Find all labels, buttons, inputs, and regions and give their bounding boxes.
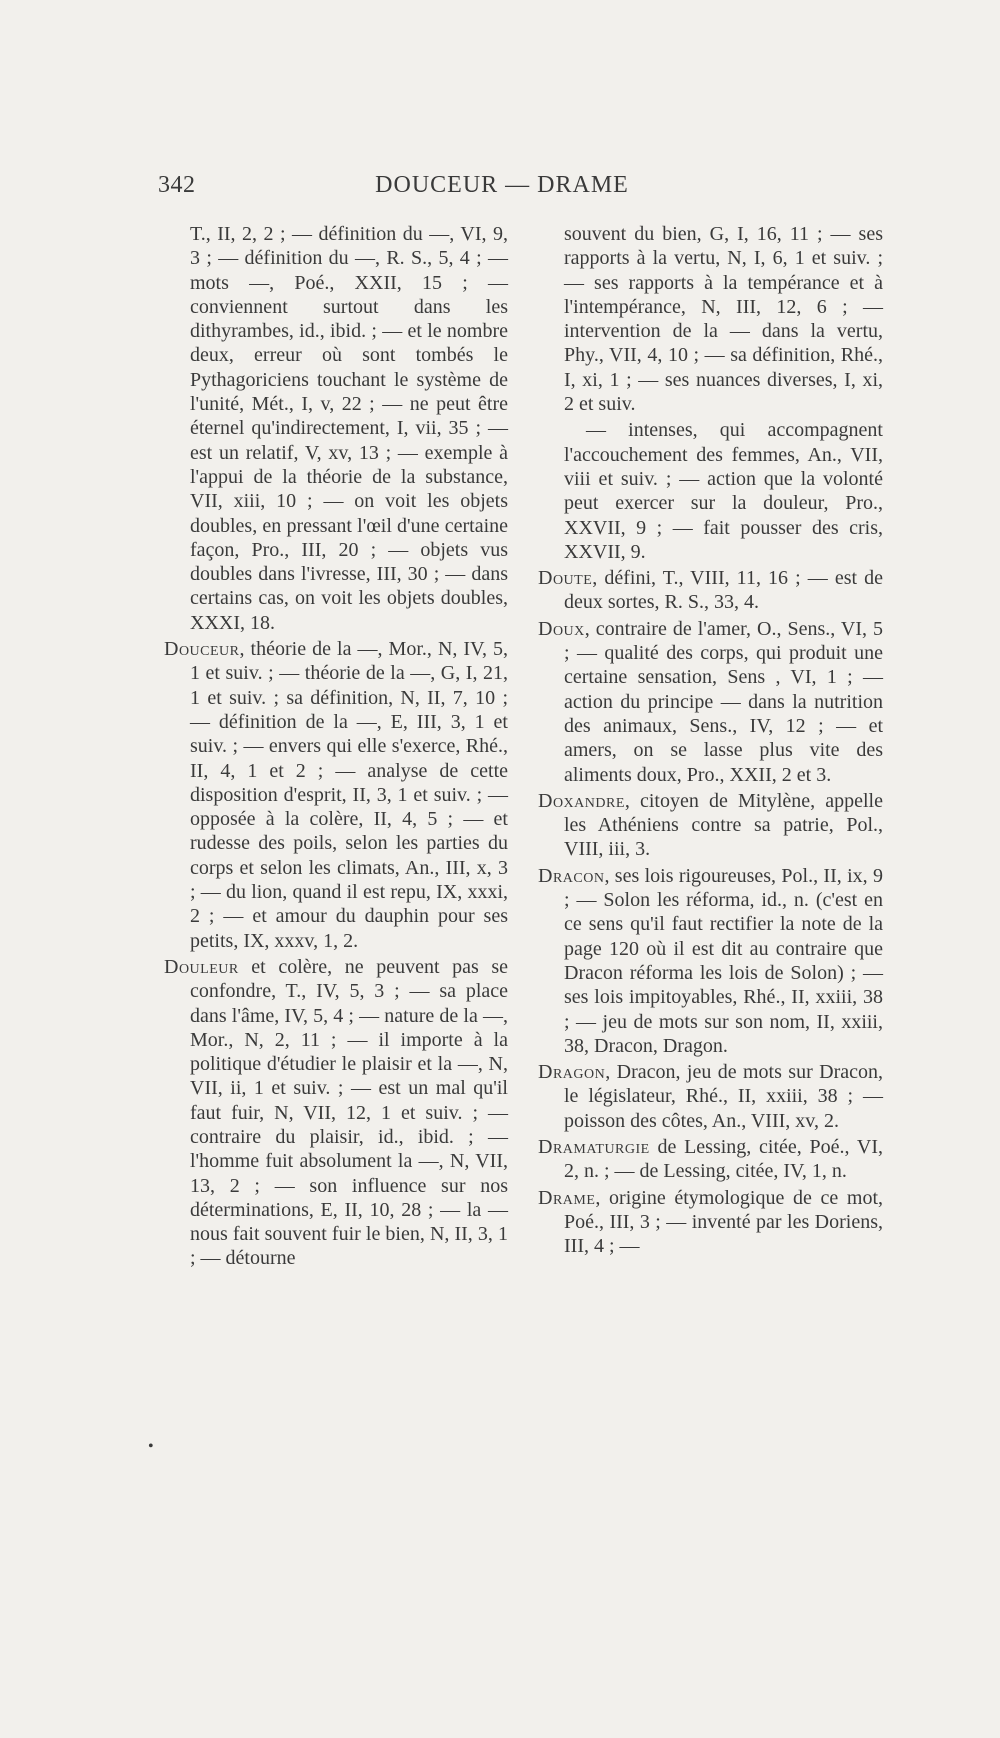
entry-body: , défini, T., VIII, 11, 16 ; — est de deux sortes, R. S., 33, 4. xyxy=(564,567,883,614)
entry-body: , Dracon, jeu de mots sur Dracon, le législateur, Rhé., II, xxiii, 38 ; — poisson des côtes, An., VIII, xv, 2. xyxy=(564,1061,883,1132)
entry-douceur xyxy=(164,637,508,953)
running-title: DOUCEUR — DRAME xyxy=(375,172,629,198)
headword: Douleur xyxy=(164,955,239,978)
headword: Dracon xyxy=(538,864,605,887)
entry-dracon xyxy=(538,864,883,1058)
page-header xyxy=(158,172,846,206)
headword: Drame xyxy=(538,1186,596,1209)
headword: Doux xyxy=(538,617,585,640)
entry-body: , origine étymologique de ce mot, Poé., III, 3 ; — inventé par les Doriens, III, 4 ; — xyxy=(564,1186,883,1258)
entry-subparagraph: — intenses, qui accompagnent l'accouchement des femmes, An., VII, viii et suiv. ; — action que la volonté peut exercer sur la douleur, Pro., XXVII, 9 ; — fait pousser des cris, XXVII, 9. xyxy=(564,419,883,563)
entry-body: , théorie de la —, Mor., N, IV, 5, 1 et suiv. ; — théorie de la —, G, I, 21, 1 et suiv. ; sa définition, N, II, 7, 10 ; — définition de la —, E, III, 3, 1 et suiv. ; — envers qui elle s'exerce, Rhé., II, 4, 1 et 2 ; — analyse de cette disposition d'esprit, II, 3, 1 et suiv. ; — opposée à la colère, II, 4, 5 ; — et rudesse des poils, selon les parties du corps et selon les climats, An., III, x, 3 ; — du lion, quand il est repu, IX, xxxi, 2 ; — et amour du dauphin pour ses petits, IX, xxxv, 1, 2. xyxy=(190,638,508,952)
entry-body: et colère, ne peuvent pas se confondre, T., IV, 5, 3 ; — sa place dans l'âme, IV, 5, 4 ; — nature de la —, Mor., N, 2, 11 ; — il importe à la politique d'étudier le plaisir et la —, N, VII, ii, 1 et suiv. ; — est un mal qu'il faut fuir, N, VII, 12, 1 et suiv. ; — contraire du plaisir, id., ibid. ; — l'homme fuit absolument la —, N, VII, 13, 2 ; — son influence sur nos déterminations, E, II, 10, 28 ; — la — nous fait souvent fuir le bien, N, II, 3, 1 ; — détourne xyxy=(190,955,508,1270)
entry-douleur xyxy=(164,955,508,1271)
entry-body: , citoyen de Mitylène, appelle les Athéniens contre sa patrie, Pol., VIII, iii, 3. xyxy=(564,789,883,861)
headword: Doxandre xyxy=(538,789,625,812)
entry-doxandre xyxy=(538,789,883,862)
entry-continuation: T., II, 2, 2 ; — définition du —, VI, 9, 3 ; — définition du —, R. S., 5, 4 ; — mots —, Poé., XXII, 15 ; — conviennent surtout dans les dithyrambes, id., ibid. ; — et le nombre deux, erreur où sont tombés le Pythagoriciens touchant le système de l'unité, Mét., I, v, 22 ; — ne peut être éternel qu'indirectement, I, vii, 35 ; — est un relatif, V, xv, 13 ; — exemple à l'appui de la théorie de la substance, VII, xiii, 10 ; — on voit les objets doubles, en pressant l'œil d'une certaine façon, Pro., III, 20 ; — objets vus doubles dans l'ivresse, III, 30 ; — dans certains cas, on voit les objets doubles, XXXI, 18. xyxy=(190,223,508,634)
page-number: 342 xyxy=(158,172,196,198)
left-column xyxy=(164,222,508,1273)
entry-doute xyxy=(538,566,883,615)
headword: Dragon xyxy=(538,1061,606,1084)
right-column xyxy=(538,222,883,1260)
entry-continuation: souvent du bien, G, I, 16, 11 ; — ses rapports à la vertu, N, I, 6, 1 et suiv. ; — ses rapports à la tempérance et à l'intempérance, N, III, 12, 6 ; — intervention de la — dans la vertu, Phy., VII, 4, 10 ; — sa définition, Rhé., I, xi, 1 ; — ses nuances diverses, I, xi, 2 et suiv. xyxy=(564,223,883,416)
entry-drame xyxy=(538,1186,883,1259)
entry-body: , ses lois rigoureuses, Pol., II, ix, 9 ; — Solon les réforma, id., n. (c'est en ce sens qu'il faut rectifier la note de la page 120 où il est dit au contraire que Dracon réforma les lois de Solon) ; — ses lois impitoyables, Rhé., II, xxiii, 38 ; — jeu de mots sur son nom, II, xxiii, 38, Dracon, Dragon. xyxy=(564,864,883,1057)
headword: Dramaturgie xyxy=(538,1135,650,1158)
entry-dragon xyxy=(538,1060,883,1133)
entry-dramaturgie xyxy=(538,1135,883,1184)
entry-doux xyxy=(538,617,883,787)
entry-body: , contraire de l'amer, O., Sens., VI, 5 ; — qualité des corps, qui produit une certaine sensation, Sens , VI, 1 ; — action du principe — dans la nutrition des animaux, Sens., IV, 12 ; — et amers, on se lasse plus vite des aliments doux, Pro., XXII, 2 et 3. xyxy=(564,617,883,786)
entry-body: de Lessing, citée, Poé., VI, 2, n. ; — de Lessing, citée, IV, 1, n. xyxy=(564,1135,883,1183)
margin-mark: • xyxy=(148,1438,154,1455)
headword: Douceur xyxy=(164,638,240,661)
headword: Doute xyxy=(538,567,593,590)
